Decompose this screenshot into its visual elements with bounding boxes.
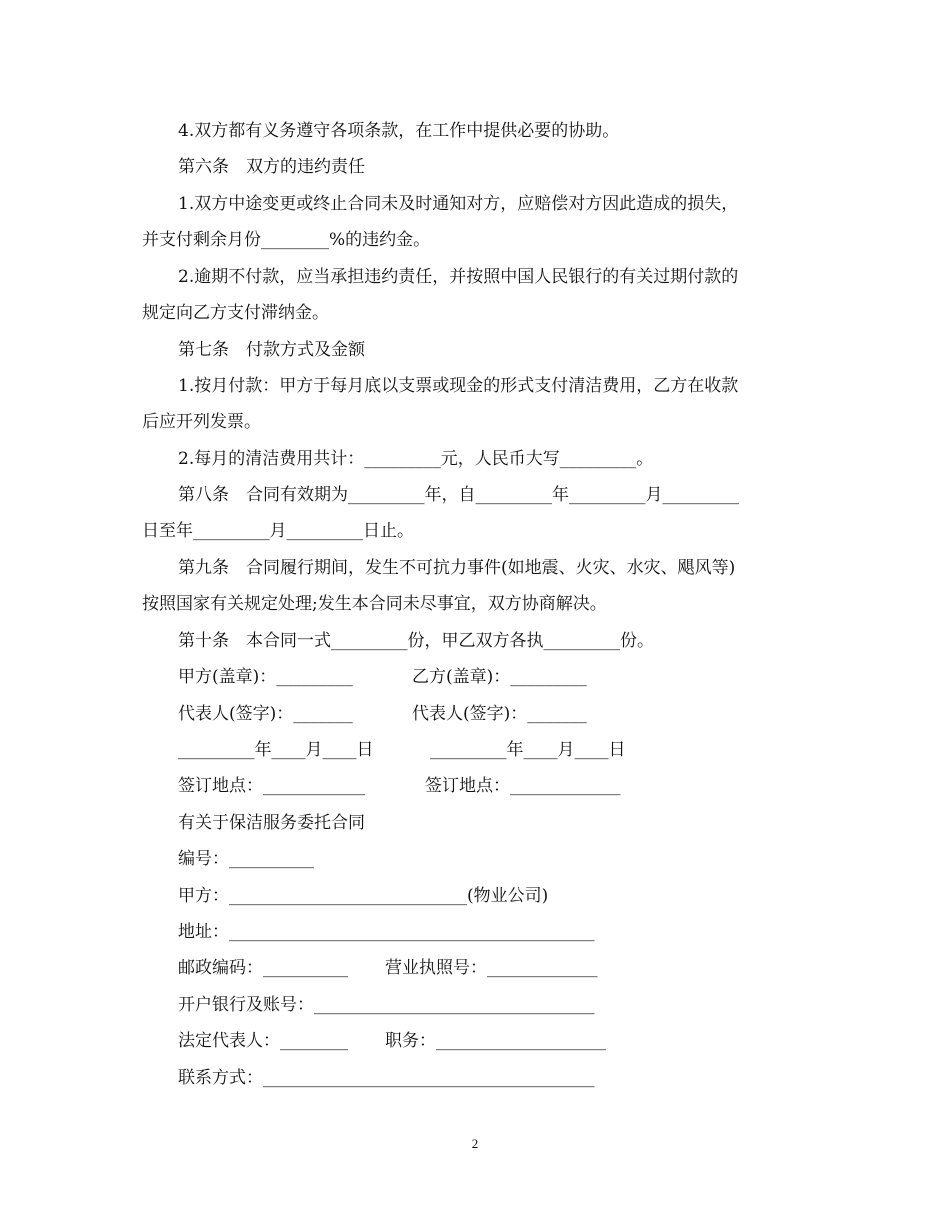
article-6-heading: 第六条 双方的违约责任 (178, 157, 365, 177)
article-7-item-2: 2.每月的清洁费用共计：_________元，人民币大写_________。 (178, 449, 654, 469)
contract-number: 编号：__________ (178, 849, 314, 869)
article-9-line-1: 第九条 合同履行期间，发生不可抗力事件(如地震、火灾、水灾、飓风等) (178, 558, 736, 578)
article-10: 第十条 本合同一式_________份，甲乙双方各执_________份。 (178, 631, 654, 651)
party-a-signing-place: 签订地点：____________ (178, 776, 365, 796)
bank-account: 开户银行及账号：_________________________________ (178, 995, 595, 1015)
party-a-representative: 代表人(签字)：_______ (178, 704, 353, 724)
article-7-heading: 第七条 付款方式及金额 (178, 340, 365, 360)
party-a-seal: 甲方(盖章)：_________ (178, 667, 353, 687)
article-6-item-2-line-2: 规定向乙方支付滞纳金。 (142, 303, 329, 323)
article-7-item-1-line-1: 1.按月付款：甲方于每月底以支票或现金的形式支付清洁费用，乙方在收款 (178, 376, 739, 396)
party-a-date: _________年____月____日 (178, 740, 374, 760)
party-b-seal: 乙方(盖章)：_________ (412, 667, 587, 687)
business-license-number: 营业执照号：_____________ (385, 958, 598, 978)
position: 职务：____________________ (385, 1031, 606, 1051)
article-8-line-2: 日至年_________月_________日止。 (142, 521, 414, 541)
article-6-item-2-line-1: 2.逾期不付款，应当承担违约责任，并按照中国人民银行的有关过期付款的 (178, 267, 739, 287)
party-b-representative: 代表人(签字)：_______ (412, 704, 587, 724)
legal-representative: 法定代表人：________ (178, 1031, 348, 1051)
page-number: 2 (471, 1136, 479, 1151)
article-7-item-1-line-2: 后应开列发票。 (142, 412, 261, 432)
contract-title: 有关于保洁服务委托合同 (178, 813, 365, 833)
party-a-name: 甲方：____________________________(物业公司) (178, 886, 549, 906)
party-a-address: 地址：___________________________________________ (178, 922, 595, 942)
contact-info: 联系方式：_______________________________________ (178, 1068, 595, 1088)
party-b-date: _________年____月____日 (430, 740, 626, 760)
article-6-item-1-line-1: 1.双方中途变更或终止合同未及时通知对方，应赔偿对方因此造成的损失， (178, 194, 739, 214)
article-8-line-1: 第八条 合同有效期为_________年，自_________年_________月_________ (178, 485, 739, 505)
article-6-item-1-line-2: 并支付剩余月份________%的违约金。 (142, 230, 431, 250)
postal-code: 邮政编码：__________ (178, 958, 348, 978)
clause-5-item-4: 4.双方都有义务遵守各项条款，在工作中提供必要的协助。 (178, 121, 620, 141)
article-9-line-2: 按照国家有关规定处理;发生本合同未尽事宜，双方协商解决。 (142, 594, 607, 614)
party-b-signing-place: 签订地点：_____________ (425, 776, 621, 796)
